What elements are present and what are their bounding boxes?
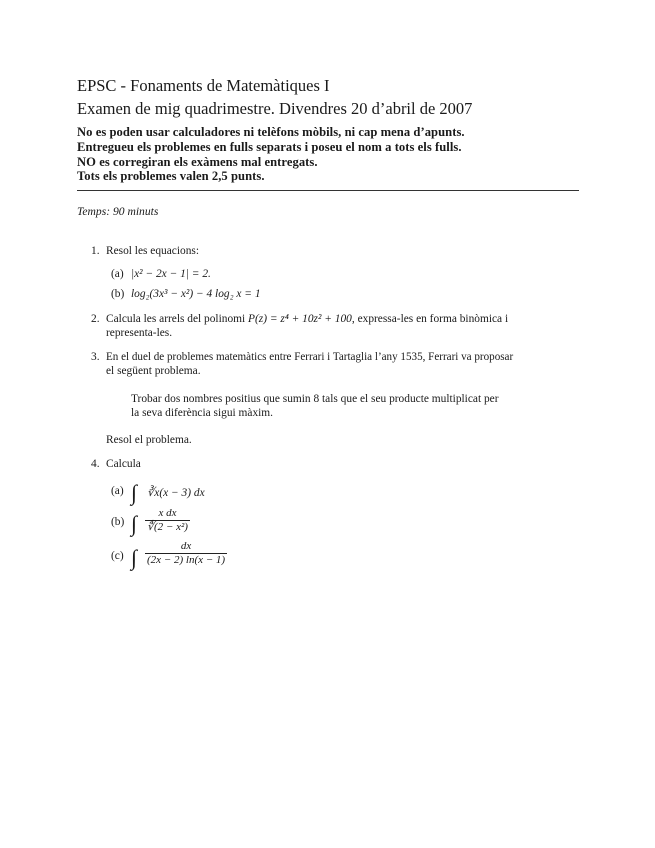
problem-4b-label: (b) <box>111 516 125 528</box>
problem-2-text-start: Calcula les arrels del polinomi <box>106 313 249 325</box>
integral-sign: ∫ <box>131 545 138 570</box>
problem-3-number: 3. <box>91 351 100 363</box>
problem-1a-label: (a) <box>111 268 124 280</box>
fraction-numerator: x dx <box>145 507 190 521</box>
instruction-line: Entregueu els problemes en fulls separats i poseu el nom a tots els fulls. <box>77 139 462 154</box>
fraction-denominator: ∜(2 − x²) <box>147 521 188 533</box>
instruction-line: Tots els problemes valen 2,5 punts. <box>77 169 265 184</box>
problem-1-number: 1. <box>91 245 100 257</box>
problem-1a-equation: |x² − 2x − 1| = 2. <box>131 268 211 280</box>
fraction-numerator: dx <box>145 540 227 554</box>
problem-4c-label: (c) <box>111 550 124 562</box>
time-limit: Temps: 90 minuts <box>77 205 159 218</box>
problem-3-line2: el següent problema. <box>106 365 201 377</box>
problem-2-number: 2. <box>91 313 100 325</box>
polynomial: P(z) = z⁴ + 10z² + 100 <box>248 313 352 325</box>
problem-4b-fraction <box>145 507 190 534</box>
divider-rule <box>77 190 579 191</box>
problem-4-text: Calcula <box>106 458 141 470</box>
problem-4a-integrand: ∛x(x − 3) dx <box>147 487 205 499</box>
problem-1b-equation: log₂(3x³ − x²) − 4 log₂ x = 1 <box>131 288 261 300</box>
problem-1-text: Resol les equacions: <box>106 245 200 257</box>
exam-title: EPSC - Fonaments de Matemàtiques I <box>77 76 330 95</box>
problem-3-quote-line2: la seva diferència sigui màxim. <box>131 407 274 419</box>
problem-2-line1 <box>106 313 508 325</box>
problem-3-line1: En el duel de problemes matemàtics entre Ferrari i Tartaglia l’any 1535, Ferrari va proposar <box>106 351 514 363</box>
problem-4a-label: (a) <box>111 485 124 497</box>
problem-3-quote-line1: Trobar dos nombres positius que sumin 8 tals que el seu producte multiplicat per <box>131 393 499 405</box>
fraction-denominator: (2x − 2) ln(x − 1) <box>147 554 226 566</box>
problem-2-line2: representa-les. <box>106 327 173 339</box>
instruction-line: NO es corregiran els exàmens mal entregats. <box>77 154 318 169</box>
problem-3-closing: Resol el problema. <box>106 434 192 446</box>
exam-subtitle: Examen de mig quadrimestre. Divendres 20 d’abril de 2007 <box>77 99 473 118</box>
integral-sign: ∫ <box>131 511 138 536</box>
exam-instructions <box>77 125 465 184</box>
integral-sign: ∫ <box>131 480 138 505</box>
problem-1b-label: (b) <box>111 288 125 300</box>
problem-4-number: 4. <box>91 458 100 470</box>
problem-2-text-end: , expressa-les en forma binòmica i <box>351 313 509 325</box>
problem-4c-fraction <box>145 540 227 567</box>
instruction-line: No es poden usar calculadores ni telèfons mòbils, ni cap mena d’apunts. <box>77 125 465 139</box>
